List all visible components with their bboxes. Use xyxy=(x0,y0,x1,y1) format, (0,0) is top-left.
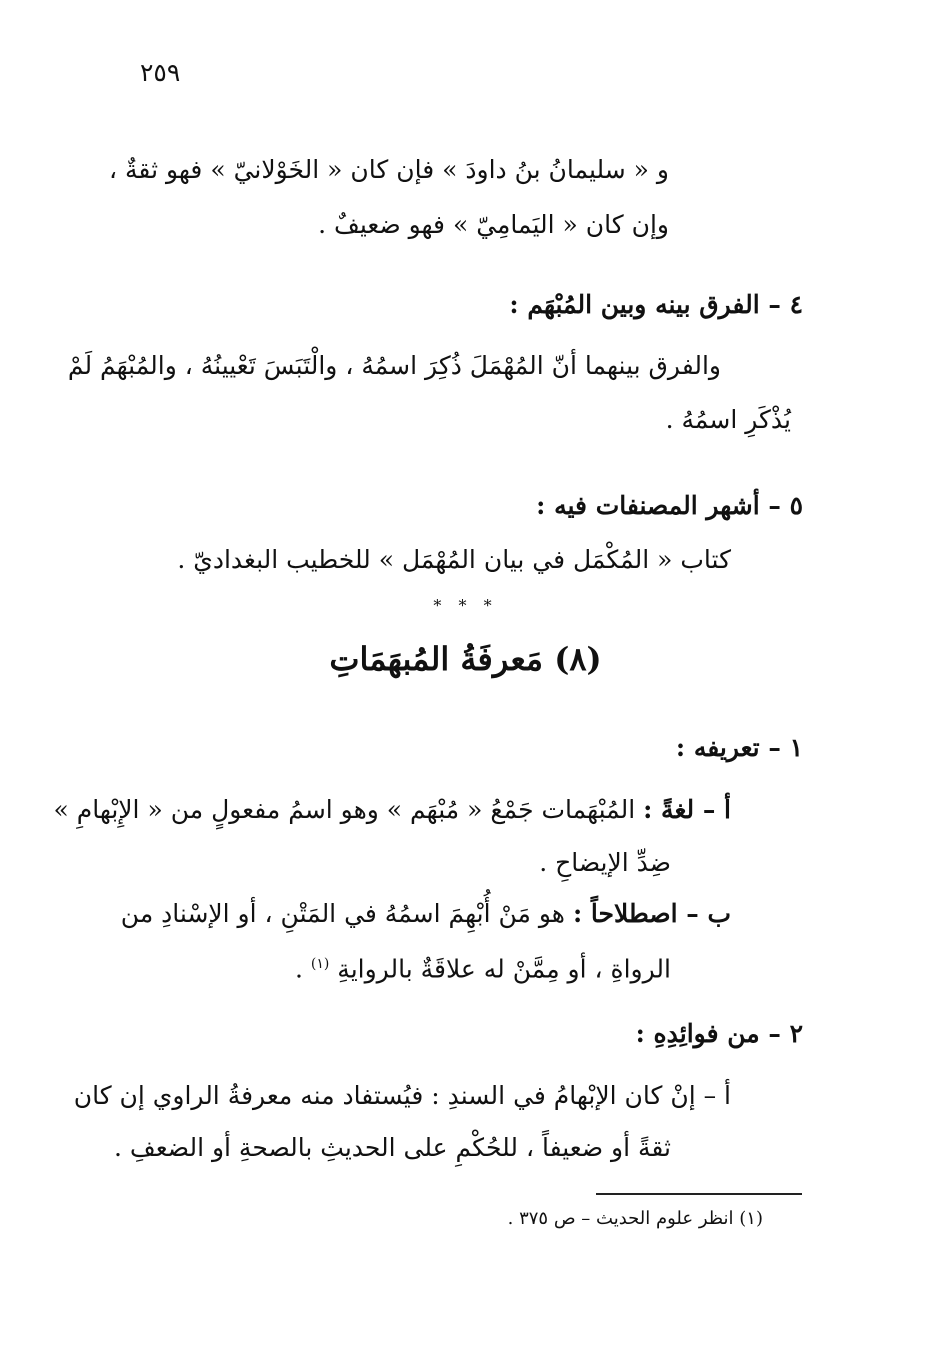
definition-line xyxy=(121,894,731,934)
paragraph-line: ثقةً أو ضعيفاً ، للحُكْمِ على الحديثِ بالصحةِ أو الضعفِ . xyxy=(113,1133,671,1162)
footnote-rule xyxy=(596,1193,802,1195)
paragraph-line: كتاب « المُكْمَل في بيان المُهْمَل » للخطيب البغداديّ . xyxy=(177,545,731,574)
paragraph-line: والفرق بينهما أنّ المُهْمَلَ ذُكِرَ اسمُهُ ، والْتَبَسَ تَعْيينُهُ ، والمُبْهَمُ لَمْ xyxy=(67,351,721,380)
definition-label: أ – لغةً : xyxy=(643,795,731,824)
section-heading: ٤ – الفرق بينه وبين المُبْهَم : xyxy=(509,290,803,319)
page-number: ٢٥٩ xyxy=(140,58,181,87)
paragraph-line: ضِدِّ الإيضاحِ . xyxy=(539,848,671,877)
section-heading: ١ – تعريفه : xyxy=(675,733,803,762)
definition-line xyxy=(53,790,731,830)
definition-text: الرواةِ ، أو مِمَّنْ له علاقَةٌ بالروايةِ xyxy=(337,954,671,984)
section-heading: ٥ – أشهر المصنفات فيه : xyxy=(536,491,803,520)
definition-text: المُبْهَمات جَمْعُ « مُبْهَم » وهو اسمُ مفعولٍ من « الإِبْهامِ » xyxy=(53,795,636,824)
sentence-end: . xyxy=(294,954,303,984)
paragraph-line xyxy=(295,944,671,989)
chapter-title: (٨) مَعرفَةُ المُبهَمَاتِ xyxy=(329,640,602,678)
definition-text: هو مَنْ أُبْهِمَ اسمُهُ في المَتْنِ ، أو الإسْنادِ من xyxy=(120,899,565,928)
section-heading: ٢ – من فوائِدِهِ : xyxy=(635,1019,803,1048)
paragraph-line: و « سليمانُ بنُ داودَ » فإن كان « الخَوْلانيّ » فهو ثقةٌ ، xyxy=(109,155,669,184)
paragraph-line: أ – إنْ كان الإبْهامُ في السندِ : فيُستفاد منه معرفةُ الراوي إن كان xyxy=(73,1081,731,1110)
footnote: (١) انظر علوم الحديث – ص ٣٧٥ . xyxy=(507,1208,763,1229)
definition-label: ب – اصطلاحاً : xyxy=(572,899,731,928)
footnote-marker: (١) xyxy=(310,956,330,972)
section-divider: * * * xyxy=(433,596,498,615)
paragraph-line: وإن كان « اليَمامِيّ » فهو ضعيفٌ . xyxy=(318,210,669,239)
paragraph-line: يُذْكَرِ اسمُهُ . xyxy=(665,405,791,434)
